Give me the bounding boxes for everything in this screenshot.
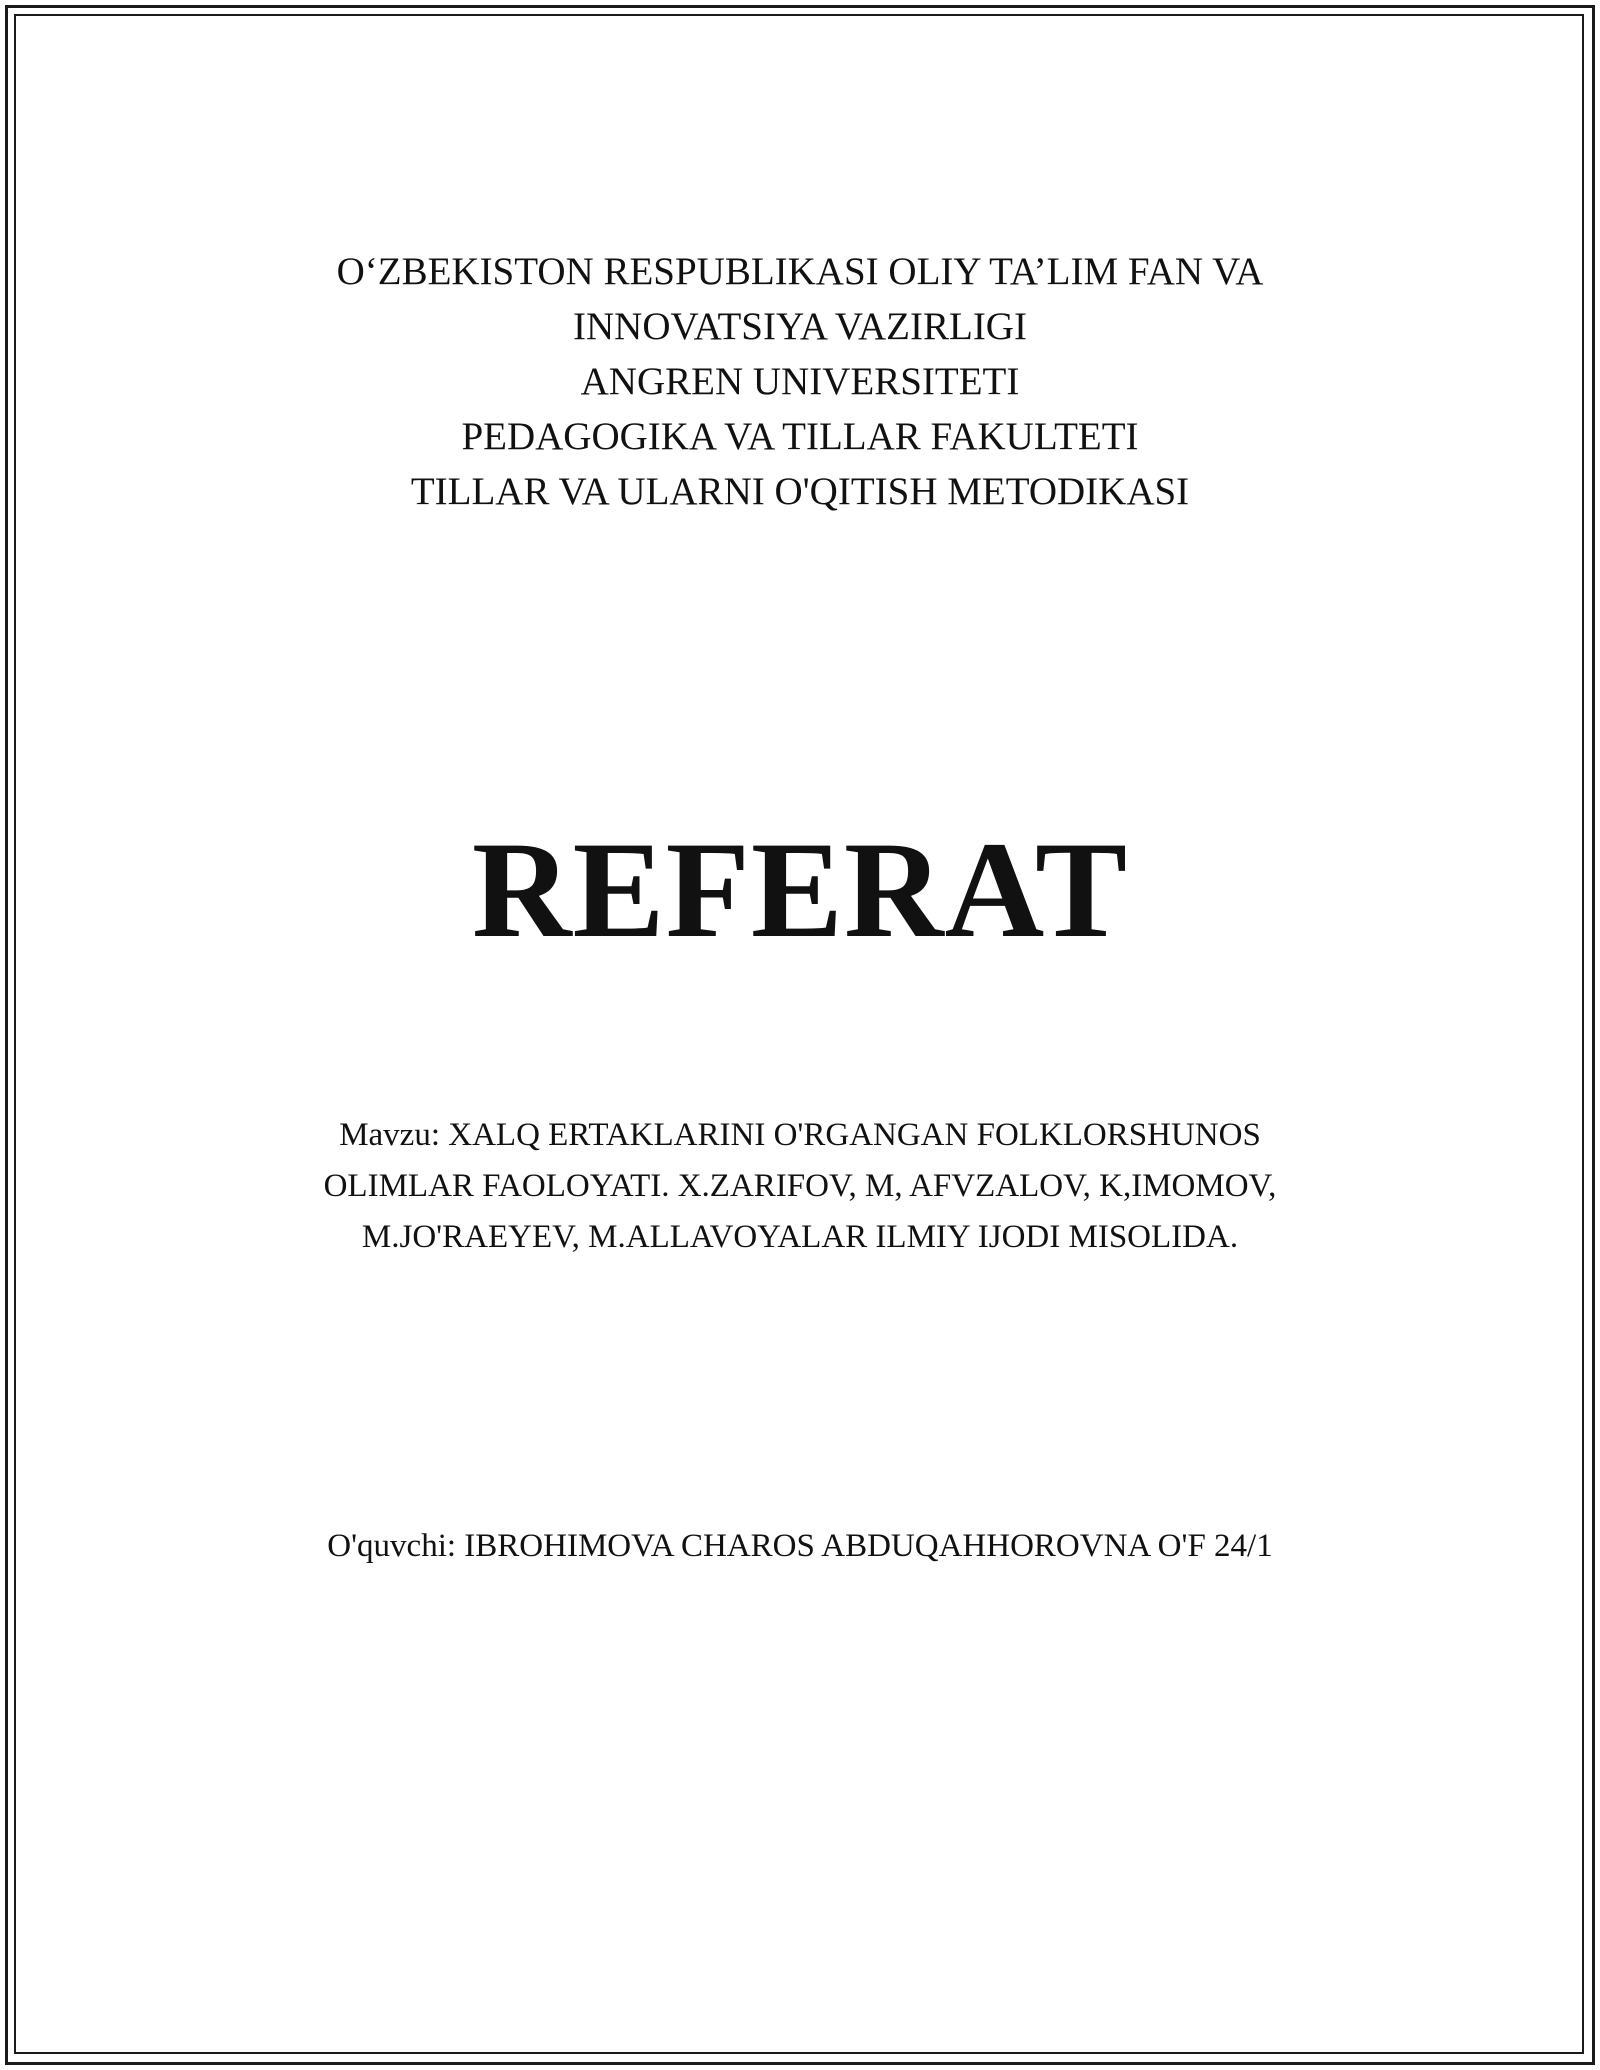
header-line: ANGREN UNIVERSITETI [580, 360, 1020, 403]
institution-header [0, 244, 1600, 519]
topic-section [0, 1110, 1600, 1263]
header-line: PEDAGOGIKA VA TILLAR FAKULTETI [461, 415, 1139, 458]
topic-line: M.JO'RAEYEV, M.ALLAVOYALAR ILMIY IJODI MISOLIDA. [361, 1219, 1239, 1255]
topic-line: OLIMLAR FAOLOYATI. X.ZARIFOV, M, AFVZALOV, K,IMOMOV, [323, 1168, 1277, 1204]
header-line: O‘ZBEKISTON RESPUBLIKASI OLIY TA’LIM FAN VA [336, 250, 1264, 293]
document-title: REFERAT [471, 813, 1129, 966]
topic-line: Mavzu: XALQ ERTAKLARINI O'RGANGAN FOLKLORSHUNOS [339, 1117, 1261, 1153]
header-line: TILLAR VA ULARNI O'QITISH METODIKASI [410, 470, 1190, 513]
header-line: INNOVATSIYA VAZIRLIGI [573, 305, 1027, 348]
student-info: O'quvchi: IBROHIMOVA CHAROS ABDUQAHHOROVNA O'F 24/1 [327, 1528, 1273, 1564]
